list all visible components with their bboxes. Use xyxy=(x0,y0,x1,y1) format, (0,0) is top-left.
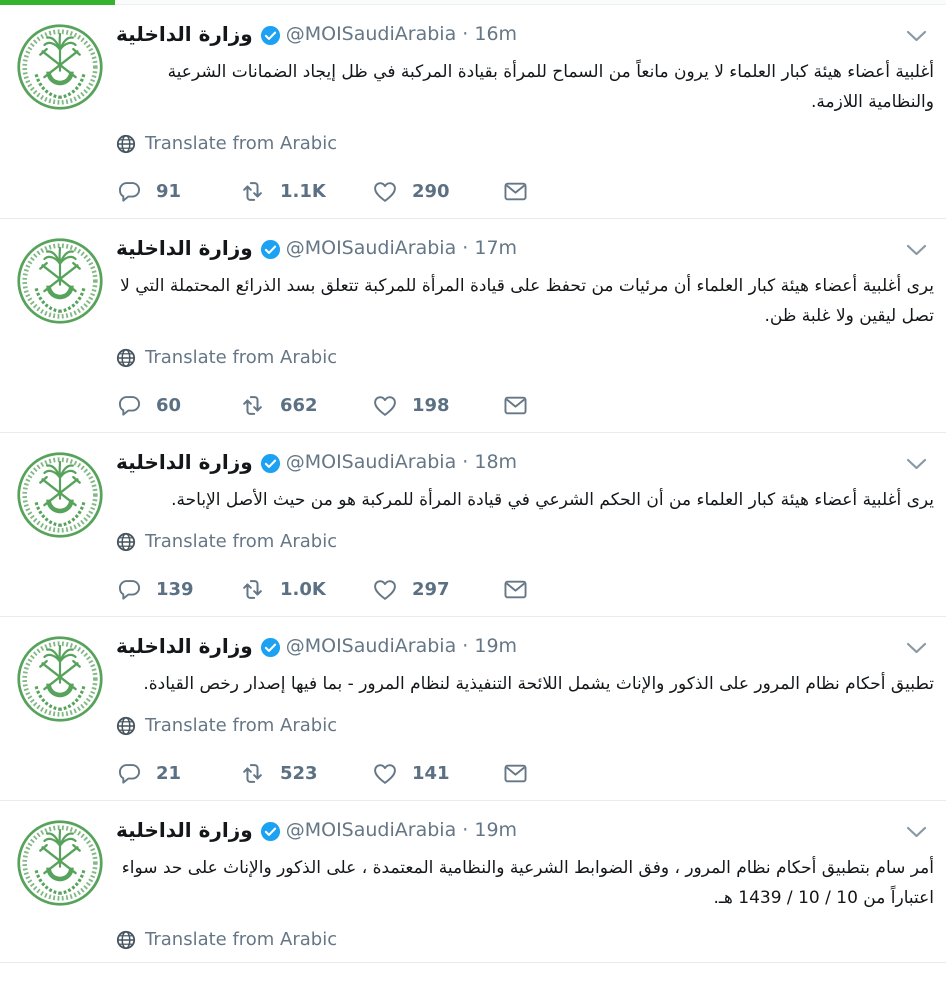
reply-bubble-icon xyxy=(116,760,143,787)
retweet-icon xyxy=(238,576,267,603)
dm-button[interactable] xyxy=(501,392,530,419)
heart-icon xyxy=(371,178,399,205)
reply-bubble-icon xyxy=(116,576,143,603)
tweet-actions xyxy=(116,758,934,788)
chevron-down-icon[interactable] xyxy=(905,821,934,840)
chevron-down-icon[interactable] xyxy=(905,637,934,656)
globe-icon xyxy=(116,134,136,154)
globe-icon xyxy=(116,348,136,368)
like-count: 290 xyxy=(412,180,450,202)
envelope-icon xyxy=(501,760,530,787)
tweet-stream xyxy=(0,5,946,963)
avatar[interactable] xyxy=(16,23,104,111)
user-handle[interactable]: @MOISaudiArabia xyxy=(285,23,457,45)
timestamp[interactable]: 17m xyxy=(474,237,518,259)
meta-separator: · xyxy=(462,237,469,259)
retweet-count: 1.0K xyxy=(280,578,326,600)
avatar[interactable] xyxy=(16,635,104,723)
meta-separator: · xyxy=(462,451,469,473)
reply-count: 91 xyxy=(156,180,182,202)
verified-badge-icon xyxy=(260,821,281,842)
reply-bubble-icon xyxy=(116,392,143,419)
page-load-bar xyxy=(0,0,946,5)
chevron-down-icon[interactable] xyxy=(905,25,934,44)
tweet-text: يرى أغلبية أعضاء هيئة كبار العلماء أن مرئيات من تحفظ على قيادة المرأة للمركبة تتعلق بسد الذرائع المحتملة التي لا تصل ليقين ولا غلبة ظن. xyxy=(120,276,934,326)
display-name[interactable]: وزارة الداخلية xyxy=(116,818,253,842)
timestamp[interactable]: 19m xyxy=(474,635,518,657)
meta-separator: · xyxy=(462,635,469,657)
verified-badge-icon xyxy=(260,25,281,46)
heart-icon xyxy=(371,760,399,787)
tweet-header xyxy=(116,631,934,661)
tweet[interactable] xyxy=(0,801,946,963)
translate-link[interactable] xyxy=(116,929,337,950)
retweet-count: 662 xyxy=(280,394,318,416)
like-button[interactable] xyxy=(371,178,501,205)
reply-count: 21 xyxy=(156,762,182,784)
dm-button[interactable] xyxy=(501,576,530,603)
like-count: 198 xyxy=(412,394,450,416)
tweet-text: يرى أغلبية أعضاء هيئة كبار العلماء من أن الحكم الشرعي في قيادة المرأة للمركبة هو من حيث الأصل الإباحة. xyxy=(171,490,934,510)
timestamp[interactable]: 19m xyxy=(474,819,518,841)
display-name[interactable]: وزارة الداخلية xyxy=(116,22,253,46)
retweet-count: 523 xyxy=(280,762,318,784)
tweet[interactable] xyxy=(0,5,946,219)
chevron-down-icon[interactable] xyxy=(905,453,934,472)
retweet-count: 1.1K xyxy=(280,180,326,202)
progress-bar xyxy=(0,0,115,5)
like-button[interactable] xyxy=(371,576,501,603)
user-handle[interactable]: @MOISaudiArabia xyxy=(285,451,457,473)
translate-label: Translate from Arabic xyxy=(145,929,338,950)
user-handle[interactable]: @MOISaudiArabia xyxy=(285,819,457,841)
retweet-button[interactable] xyxy=(238,178,371,205)
meta-separator: · xyxy=(462,819,469,841)
tweet[interactable] xyxy=(0,433,946,617)
timestamp[interactable]: 16m xyxy=(474,23,518,45)
translate-link[interactable] xyxy=(116,715,337,736)
tweet-actions xyxy=(116,390,934,420)
tweet-text: تطبيق أحكام نظام المرور على الذكور والإناث يشمل اللائحة التنفيذية لنظام المرور - بما فيها إصدار رخص القيادة. xyxy=(143,674,934,694)
reply-bubble-icon xyxy=(116,178,143,205)
translate-link[interactable] xyxy=(116,133,337,154)
translate-label: Translate from Arabic xyxy=(145,715,338,736)
chevron-down-icon[interactable] xyxy=(905,239,934,258)
user-handle[interactable]: @MOISaudiArabia xyxy=(285,635,457,657)
dm-button[interactable] xyxy=(501,178,530,205)
reply-button[interactable] xyxy=(116,392,238,419)
translate-link[interactable] xyxy=(116,531,337,552)
tweet-actions xyxy=(116,176,934,206)
envelope-icon xyxy=(501,392,530,419)
timestamp[interactable]: 18m xyxy=(474,451,518,473)
translate-label: Translate from Arabic xyxy=(145,531,338,552)
translate-label: Translate from Arabic xyxy=(145,347,338,368)
tweet-text: أمر سام بتطبيق أحكام نظام المرور ، وفق الضوابط الشرعية والنظامية المعتمدة ، على الذكور والإناث على حد سواء اعتباراً من 10 / 10 / 1439 هـ. xyxy=(121,858,934,908)
like-button[interactable] xyxy=(371,392,501,419)
heart-icon xyxy=(371,576,399,603)
retweet-button[interactable] xyxy=(238,760,371,787)
tweet[interactable] xyxy=(0,617,946,801)
translate-label: Translate from Arabic xyxy=(145,133,338,154)
like-count: 141 xyxy=(412,762,450,784)
meta-separator: · xyxy=(462,23,469,45)
retweet-icon xyxy=(238,178,267,205)
display-name[interactable]: وزارة الداخلية xyxy=(116,236,253,260)
globe-icon xyxy=(116,532,136,552)
tweet-header xyxy=(116,815,934,845)
reply-button[interactable] xyxy=(116,760,238,787)
tweet[interactable] xyxy=(0,219,946,433)
verified-badge-icon xyxy=(260,637,281,658)
like-count: 297 xyxy=(412,578,450,600)
tweet-header xyxy=(116,19,934,49)
retweet-icon xyxy=(238,392,267,419)
reply-button[interactable] xyxy=(116,576,238,603)
avatar[interactable] xyxy=(16,237,104,325)
reply-count: 139 xyxy=(156,578,194,600)
tweet-header xyxy=(116,447,934,477)
reply-count: 60 xyxy=(156,394,182,416)
tweet-text: أغلبية أعضاء هيئة كبار العلماء لا يرون مانعاً من السماح للمرأة بقيادة المركبة في ظل إيجاد الضمانات الشرعية والنظامية اللازمة. xyxy=(167,62,934,112)
like-button[interactable] xyxy=(371,760,501,787)
globe-icon xyxy=(116,716,136,736)
envelope-icon xyxy=(501,178,530,205)
tweet-actions xyxy=(116,574,934,604)
verified-badge-icon xyxy=(260,239,281,260)
envelope-icon xyxy=(501,576,530,603)
avatar[interactable] xyxy=(16,451,104,539)
heart-icon xyxy=(371,392,399,419)
avatar[interactable] xyxy=(16,819,104,907)
tweet-header xyxy=(116,233,934,263)
verified-badge-icon xyxy=(260,453,281,474)
user-handle[interactable]: @MOISaudiArabia xyxy=(285,237,457,259)
dm-button[interactable] xyxy=(501,760,530,787)
retweet-button[interactable] xyxy=(238,576,371,603)
globe-icon xyxy=(116,930,136,950)
display-name[interactable]: وزارة الداخلية xyxy=(116,450,253,474)
retweet-icon xyxy=(238,760,267,787)
translate-link[interactable] xyxy=(116,347,337,368)
retweet-button[interactable] xyxy=(238,392,371,419)
reply-button[interactable] xyxy=(116,178,238,205)
display-name[interactable]: وزارة الداخلية xyxy=(116,634,253,658)
